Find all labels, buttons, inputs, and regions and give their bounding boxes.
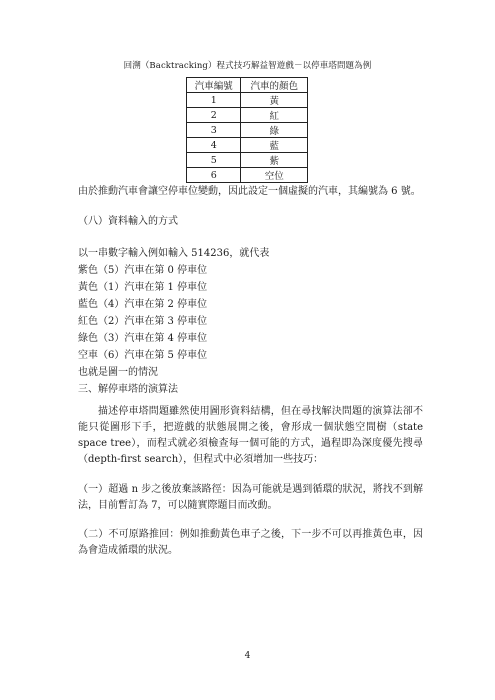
car-number-cell: 4 (187, 138, 241, 153)
car-color-table (186, 77, 308, 183)
header-car-color: 汽車的顏色 (241, 78, 308, 93)
car-color-cell: 紫 (241, 153, 308, 168)
car-color-cell: 綠 (241, 123, 308, 138)
car-color-cell: 空位 (241, 168, 308, 183)
input-line: 黃色（1）汽車在第 1 停車位 (78, 282, 208, 293)
table-note: 由於推動汽車會讓空停車位變動，因此設定一個虛擬的汽車，其編號為 6 號。 (78, 186, 421, 197)
table-row (187, 153, 308, 168)
car-color-cell: 黃 (241, 93, 308, 108)
table-header-row (187, 78, 308, 93)
car-number-cell: 6 (187, 168, 241, 183)
input-line: 綠色（3）汽車在第 4 停車位 (78, 333, 208, 344)
table-row (187, 138, 308, 153)
table-row (187, 93, 308, 108)
input-summary: 也就是圖一的情況 (78, 367, 158, 378)
header-car-number: 汽車編號 (187, 78, 241, 93)
table-row (187, 108, 308, 123)
input-line: 紫色（5）汽車在第 0 停車位 (78, 265, 208, 276)
table-row (187, 168, 308, 183)
car-color-cell: 紅 (241, 108, 308, 123)
tip-two: （二）不可原路推回：例如推動黃色車子之後，下一步不可以再推黃色車，因為會造成循環的狀況。 (78, 529, 423, 556)
car-color-cell: 藍 (241, 138, 308, 153)
algorithm-paragraph: 描述停車塔問題雖然使用圖形資料結構，但在尋找解決問題的演算法卻不能只從圖形下手，把遊戲的狀態展開之後，會形成一個狀態空間樹（state space tree），而程式就必須檢查每一個可能的方式，過程即為深度優先搜尋（depth-first search），但程式中必須增加一些技巧： (78, 406, 423, 465)
car-number-cell: 2 (187, 108, 241, 123)
input-line: 空車（6）汽車在第 5 停車位 (78, 350, 208, 361)
tip-one: （一）超過 n 步之後放棄該路徑：因為可能就是遇到循環的狀況，將找不到解法，目前暫訂為 7，可以隨實際題目而改動。 (78, 484, 423, 511)
table-row (187, 123, 308, 138)
input-example-text: 以一串數字輸入例如輸入 514236，就代表 (78, 248, 270, 259)
car-number-cell: 3 (187, 123, 241, 138)
input-line: 紅色（2）汽車在第 3 停車位 (78, 316, 208, 327)
page-number: 4 (244, 651, 251, 661)
table-caption: 回溯（Backtracking）程式技巧解益智遊戲－以停車塔問題為例 (123, 61, 372, 71)
section-heading-algorithm: 三、解停車塔的演算法 (78, 384, 178, 395)
car-number-cell: 5 (187, 153, 241, 168)
section-heading-input: （八）資料輸入的方式 (78, 216, 178, 227)
input-line: 藍色（4）汽車在第 2 停車位 (78, 299, 208, 310)
car-number-cell: 1 (187, 93, 241, 108)
